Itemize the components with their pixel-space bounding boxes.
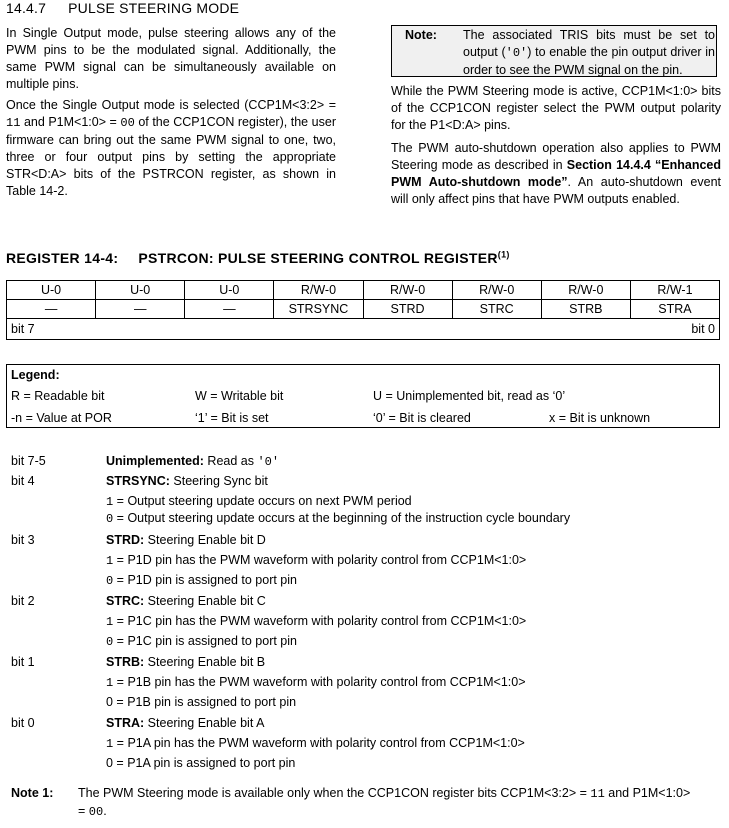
register-title — [6, 250, 510, 267]
bit-high-label: bit 7 — [11, 321, 35, 336]
legend-por: -n = Value at POR — [11, 411, 112, 425]
bit-value-line: 1 = P1B pin has the PWM waveform with polarity control from CCP1M<1:0> — [106, 675, 526, 690]
bit-name-cell: — — [96, 300, 185, 319]
bit-label: bit 1 — [11, 655, 35, 669]
bit-value-line: 1 = Output steering update occurs on next PWM period — [106, 494, 412, 509]
bit-position-row — [7, 319, 720, 340]
left-paragraph-1: In Single Output mode, pulse steering allows any of the PWM pins to be the modulated signal. Additionally, the same PWM signal can be simultaneously available on multiple pins. — [6, 26, 336, 91]
bit-description: STRC: Steering Enable bit C — [106, 594, 266, 608]
section-heading — [6, 0, 239, 17]
access-cell: U-0 — [185, 281, 274, 300]
right-paragraph-1: While the PWM Steering mode is active, CCP1M<1:0> bits of the CCP1CON register select the PWM output polarity for the P1<D:A> pins. — [391, 84, 721, 132]
access-cell: R/W-0 — [363, 281, 452, 300]
bit-value-line: 0 = P1A pin is assigned to port pin — [106, 756, 296, 770]
access-cell: R/W-0 — [452, 281, 541, 300]
legend-unknown: x = Bit is unknown — [549, 411, 651, 425]
access-cell: R/W-0 — [541, 281, 630, 300]
bit-value-line: 0 = P1B pin is assigned to port pin — [106, 695, 297, 709]
bit-description: STRA: Steering Enable bit A — [106, 716, 265, 730]
bit-description: STRSYNC: Steering Sync bit — [106, 474, 268, 488]
access-row — [7, 281, 720, 300]
bit-description: STRD: Steering Enable bit D — [106, 533, 266, 547]
note-box — [391, 25, 717, 77]
bit-value-line: 1 = P1C pin has the PWM waveform with polarity control from CCP1M<1:0> — [106, 614, 527, 629]
legend-writable: W = Writable bit — [195, 389, 284, 403]
bit-value-line: 0 = P1D pin is assigned to port pin — [106, 573, 297, 588]
bit-low-label: bit 0 — [691, 321, 715, 336]
legend-cleared: ‘0’ = Bit is cleared — [373, 411, 471, 425]
bit-name-cell: — — [185, 300, 274, 319]
bit-label: bit 4 — [11, 474, 35, 488]
bit-value-line: 0 = Output steering update occurs at the beginning of the instruction cycle boundary — [106, 511, 571, 526]
access-cell: R/W-1 — [630, 281, 719, 300]
bit-description: Unimplemented: Read as '0' — [106, 454, 280, 469]
footnote-text: The PWM Steering mode is available only when the CCP1CON register bits CCP1M<3:2> = 11 and P1M<1:0> = 00. — [78, 786, 691, 819]
register-label: REGISTER 14-4: — [6, 250, 119, 266]
bit-label: bit 7-5 — [11, 454, 46, 468]
bit-name-cell: STRC — [452, 300, 541, 319]
right-paragraph-2: The PWM auto-shutdown operation also applies to PWM Steering mode as described in Section 14.4.4 “Enhanced PWM Auto-shutdown mode”. An auto-shutdown event will only affect pins that have PWM outputs enabled. — [391, 141, 721, 206]
access-cell: U-0 — [96, 281, 185, 300]
note-label: Note: — [405, 28, 437, 42]
legend-unimplemented: U = Unimplemented bit, read as ‘0’ — [373, 389, 566, 403]
legend-title: Legend: — [11, 368, 60, 382]
bit-label: bit 2 — [11, 594, 35, 608]
bit-name-cell: — — [7, 300, 96, 319]
bit-label: bit 3 — [11, 533, 35, 547]
bit-name-cell: STRB — [541, 300, 630, 319]
legend-set: ‘1’ = Bit is set — [195, 411, 269, 425]
legend-box — [6, 364, 720, 428]
left-paragraph-2: Once the Single Output mode is selected (CCP1M<3:2> = 11 and P1M<1:0> = 00 of the CCP1CON register), the user firmware can bring out the same PWM signal to one, two, three or four output pins by setting the appropriate STR<D:A> bits of the PSTRCON register, as shown in Table 14-2. — [6, 98, 336, 198]
access-cell: R/W-0 — [274, 281, 363, 300]
bit-name-cell: STRSYNC — [274, 300, 363, 319]
bit-value-line: 1 = P1D pin has the PWM waveform with polarity control from CCP1M<1:0> — [106, 553, 527, 568]
bit-position-cell — [7, 319, 720, 340]
bit-name-cell: STRA — [630, 300, 719, 319]
bit-name-row — [7, 300, 720, 319]
legend-readable: R = Readable bit — [11, 389, 105, 403]
bit-name-cell: STRD — [363, 300, 452, 319]
bit-value-line: 0 = P1C pin is assigned to port pin — [106, 634, 297, 649]
footnote-label: Note 1: — [11, 786, 54, 800]
bit-description: STRB: Steering Enable bit B — [106, 655, 266, 669]
register-name: PSTRCON: PULSE STEERING CONTROL REGISTER — [138, 250, 498, 266]
access-cell: U-0 — [7, 281, 96, 300]
note-text: The associated TRIS bits must be set to output ('0') to enable the pin output driver in order to see the PWM signal on the pin. — [463, 28, 716, 77]
section-number: 14.4.7 — [6, 0, 47, 16]
register-footnote-ref: (1) — [497, 249, 510, 260]
section-title: PULSE STEERING MODE — [68, 0, 240, 16]
bit-value-line: 1 = P1A pin has the PWM waveform with polarity control from CCP1M<1:0> — [106, 736, 525, 751]
bit-label: bit 0 — [11, 716, 35, 730]
register-table — [6, 280, 720, 340]
